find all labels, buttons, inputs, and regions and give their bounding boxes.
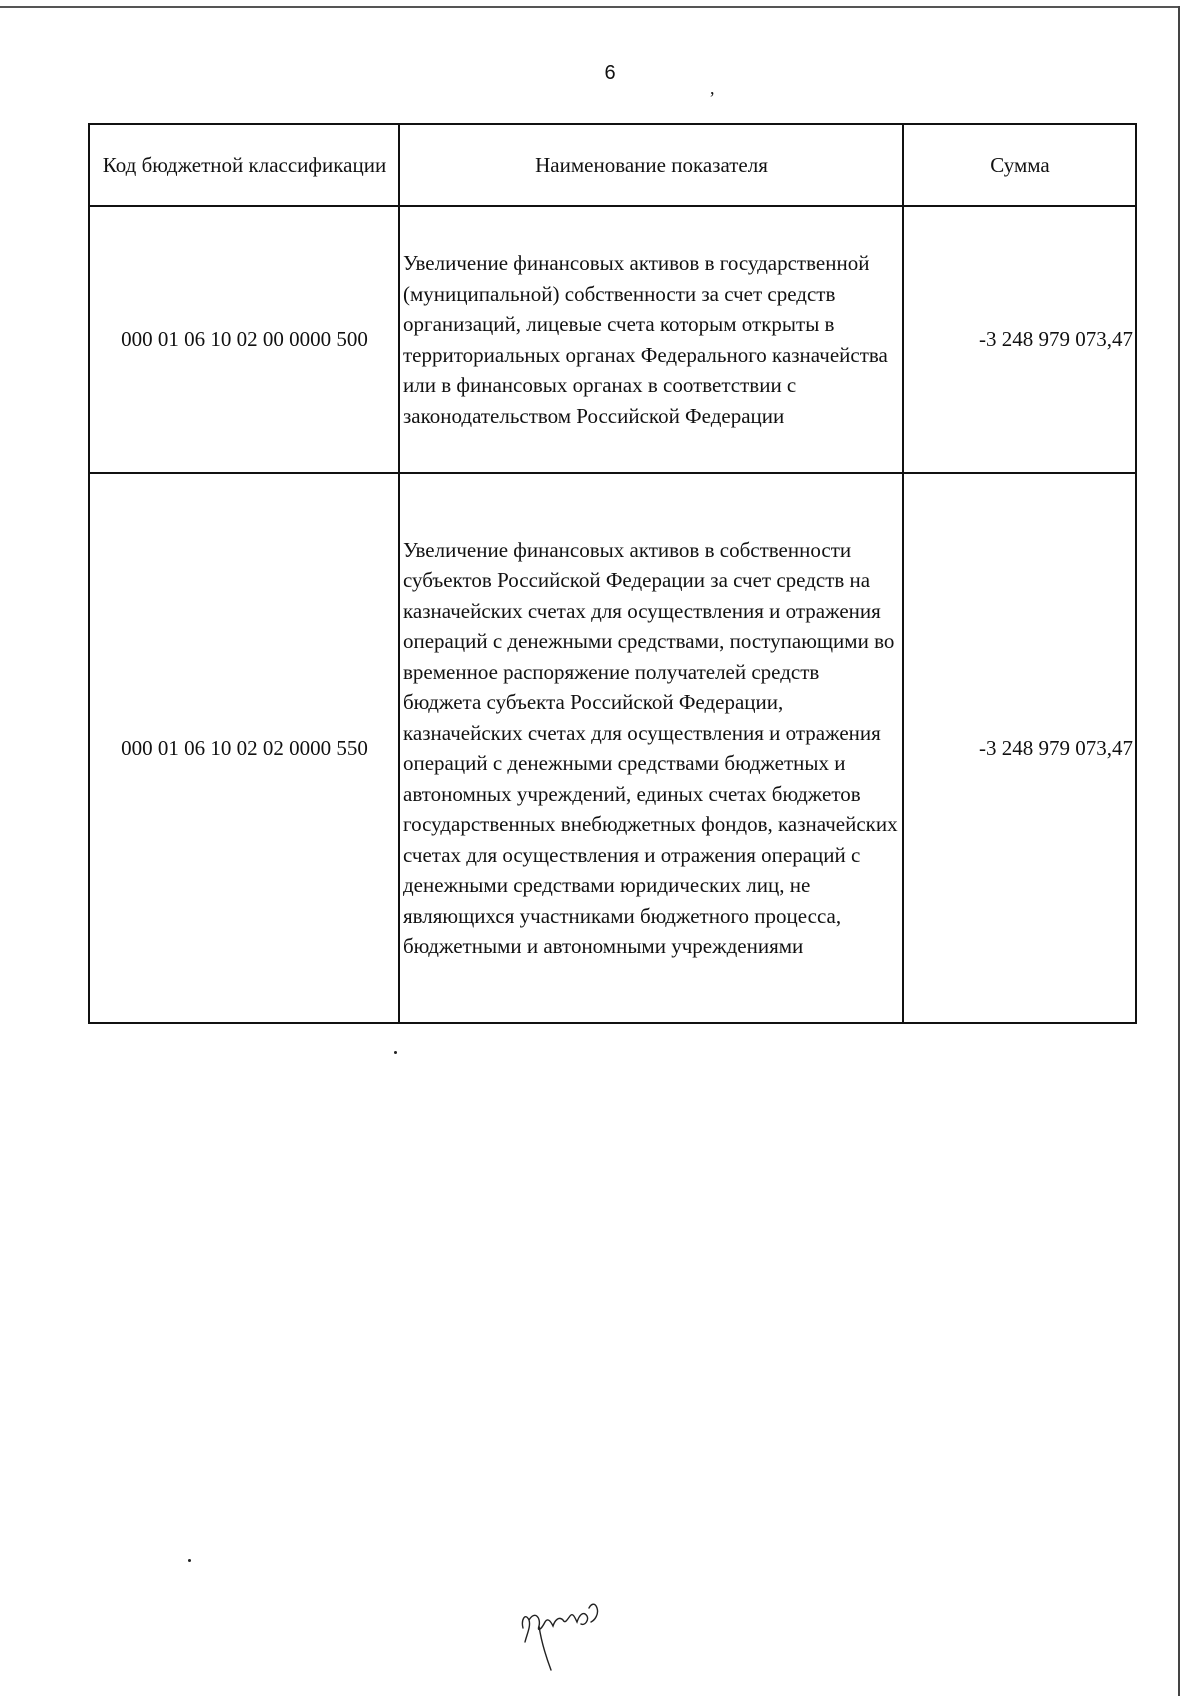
scan-speck xyxy=(394,1051,397,1054)
indicator-name-cell: Увеличение финансовых активов в государственной (муниципальной) собственности за счет средств организаций, лицевые счета которым открыты в территориальных органах Федерального казначейства или в финансовых органах в соответствии с законодательством Российской Федерации xyxy=(399,206,903,473)
scan-border-top xyxy=(0,6,1180,8)
scan-speck xyxy=(188,1559,191,1562)
sum-cell: -3 248 979 073,47 xyxy=(903,473,1136,1023)
header-sum: Сумма xyxy=(903,124,1136,206)
handwritten-signature xyxy=(515,1590,625,1680)
scan-border-right xyxy=(1178,6,1180,1696)
sum-cell: -3 248 979 073,47 xyxy=(903,206,1136,473)
table-header-row xyxy=(89,124,1136,206)
indicator-name-cell: Увеличение финансовых активов в собственности субъектов Российской Федерации за счет средств на казначейских счетах для осуществления и отражения операций с денежными средствами, поступающими во временное распоряжение получателей средств бюджета субъекта Российской Федерации, казначейских счетах для осуществления и отражения операций с денежными средствами бюджетных и автономных учреждений, единых счетах бюджетов государственных внебюджетных фондов, казначейских счетах для осуществления и отражения операций с денежными средствами юридических лиц, не являющихся участниками бюджетного процесса, бюджетными и автономными учреждениями xyxy=(399,473,903,1023)
budget-code-cell: 000 01 06 10 02 02 0000 550 xyxy=(89,473,399,1023)
header-name: Наименование показателя xyxy=(399,124,903,206)
page-mark: , xyxy=(710,78,715,98)
page-number: 6 xyxy=(604,62,616,84)
header-code: Код бюджетной классификации xyxy=(89,124,399,206)
budget-code-cell: 000 01 06 10 02 00 0000 500 xyxy=(89,206,399,473)
table-row xyxy=(89,206,1136,473)
budget-table xyxy=(88,123,1137,1024)
table-row xyxy=(89,473,1136,1023)
